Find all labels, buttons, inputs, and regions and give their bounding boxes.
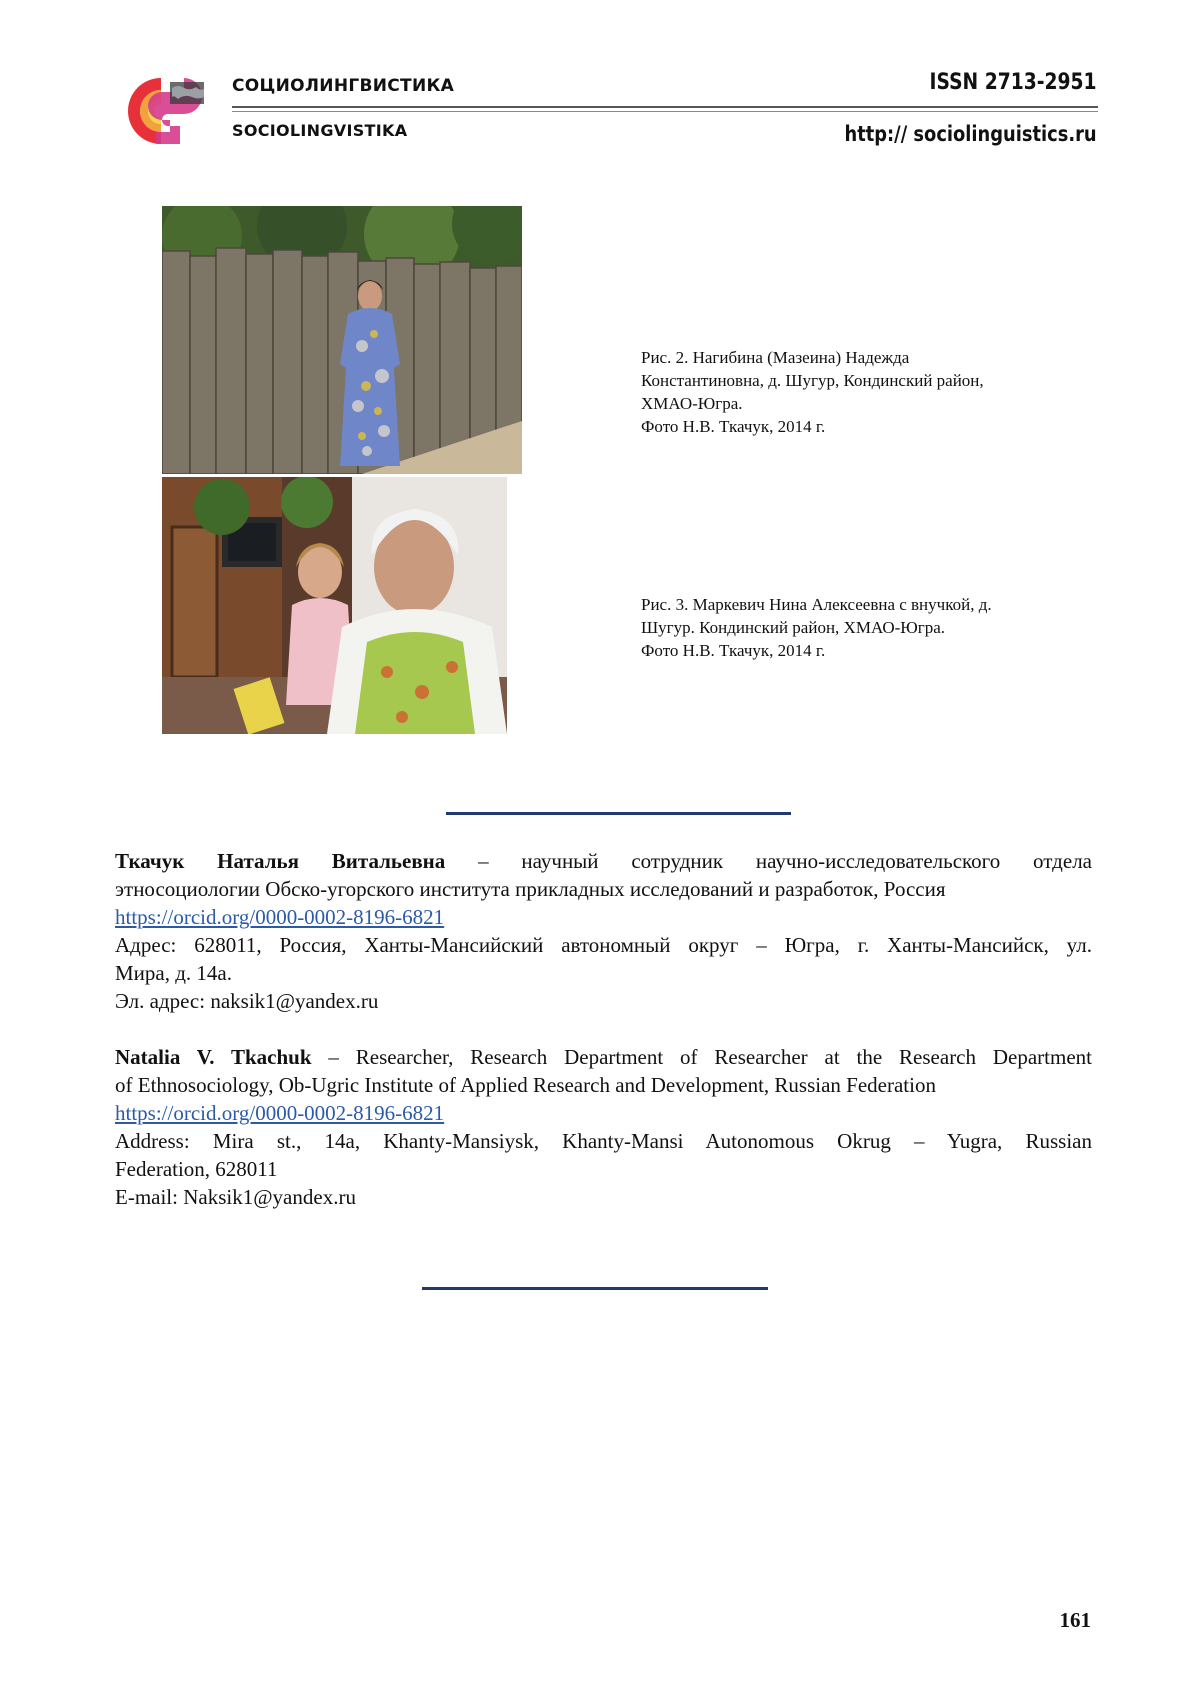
section-separator [446, 812, 791, 815]
author-address-cont: Мира, д. 14а. [115, 961, 232, 985]
author-name: Ткачук Наталья Витальевна [115, 849, 446, 873]
author-info-en [115, 1043, 1092, 1211]
header-rule [232, 106, 1098, 108]
caption-line: Константиновна, д. Шугур, Кондинский район, [641, 371, 984, 390]
orcid-link[interactable]: https://orcid.org/0000-0002-8196-6821 [115, 1101, 445, 1125]
journal-url: http:// sociolinguistics.ru [844, 122, 1097, 146]
author-address: Address: Mira st., 14a, Khanty-Mansiysk, Khanty-Mansi Autonomous Okrug – Yugra, Russian [115, 1129, 1092, 1153]
author-affiliation: этносоциологии Обско-угорского института прикладных исследований и разработок, Россия [115, 877, 946, 901]
author-email: Эл. адрес: naksik1@yandex.ru [115, 989, 379, 1013]
caption-line: Шугур. Кондинский район, ХМАО-Югра. [641, 618, 946, 637]
author-name: Natalia V. Tkachuk [115, 1045, 312, 1069]
journal-logo [112, 74, 210, 148]
caption-line: Рис. 3. Маркевич Нина Алексеевна с внучкой, д. [641, 595, 992, 614]
author-email: E-mail: Naksik1@yandex.ru [115, 1185, 356, 1209]
caption-line: Фото Н.В. Ткачук, 2014 г. [641, 641, 826, 660]
figure-2-photo [162, 206, 522, 474]
page-number: 161 [1059, 1608, 1091, 1632]
journal-title-en: SOCIOLINGVISTIKA [232, 121, 408, 140]
header-rule-thin [232, 111, 1098, 112]
author-affiliation: of Ethnosociology, Ob-Ugric Institute of Applied Research and Development, Russian Federation [115, 1073, 936, 1097]
author-address: Адрес: 628011, Россия, Ханты-Мансийский автономный округ – Югра, г. Ханты-Мансийск, ул. [115, 933, 1092, 957]
figure-2-caption [641, 346, 1071, 438]
figure-3-photo [162, 477, 507, 734]
caption-line: Рис. 2. Нагибина (Мазеина) Надежда [641, 348, 910, 367]
author-info-ru [115, 847, 1092, 1015]
issn: ISSN 2713-2951 [929, 70, 1097, 95]
orcid-link[interactable]: https://orcid.org/0000-0002-8196-6821 [115, 905, 445, 929]
section-separator [422, 1287, 768, 1290]
journal-title-ru: СОЦИОЛИНГВИСТИКА [232, 76, 455, 96]
caption-line: ХМАО-Югра. [641, 394, 743, 413]
author-intro-line [115, 847, 1092, 875]
caption-line: Фото Н.В. Ткачук, 2014 г. [641, 417, 826, 436]
author-position: – Researcher, Research Department of Researcher at the Research Department [311, 1045, 1092, 1069]
figure-3-caption [641, 593, 1071, 662]
author-intro-line [115, 1043, 1092, 1071]
author-address-cont: Federation, 628011 [115, 1157, 278, 1181]
author-position: – научный сотрудник научно-исследовательского отдела [445, 849, 1092, 873]
